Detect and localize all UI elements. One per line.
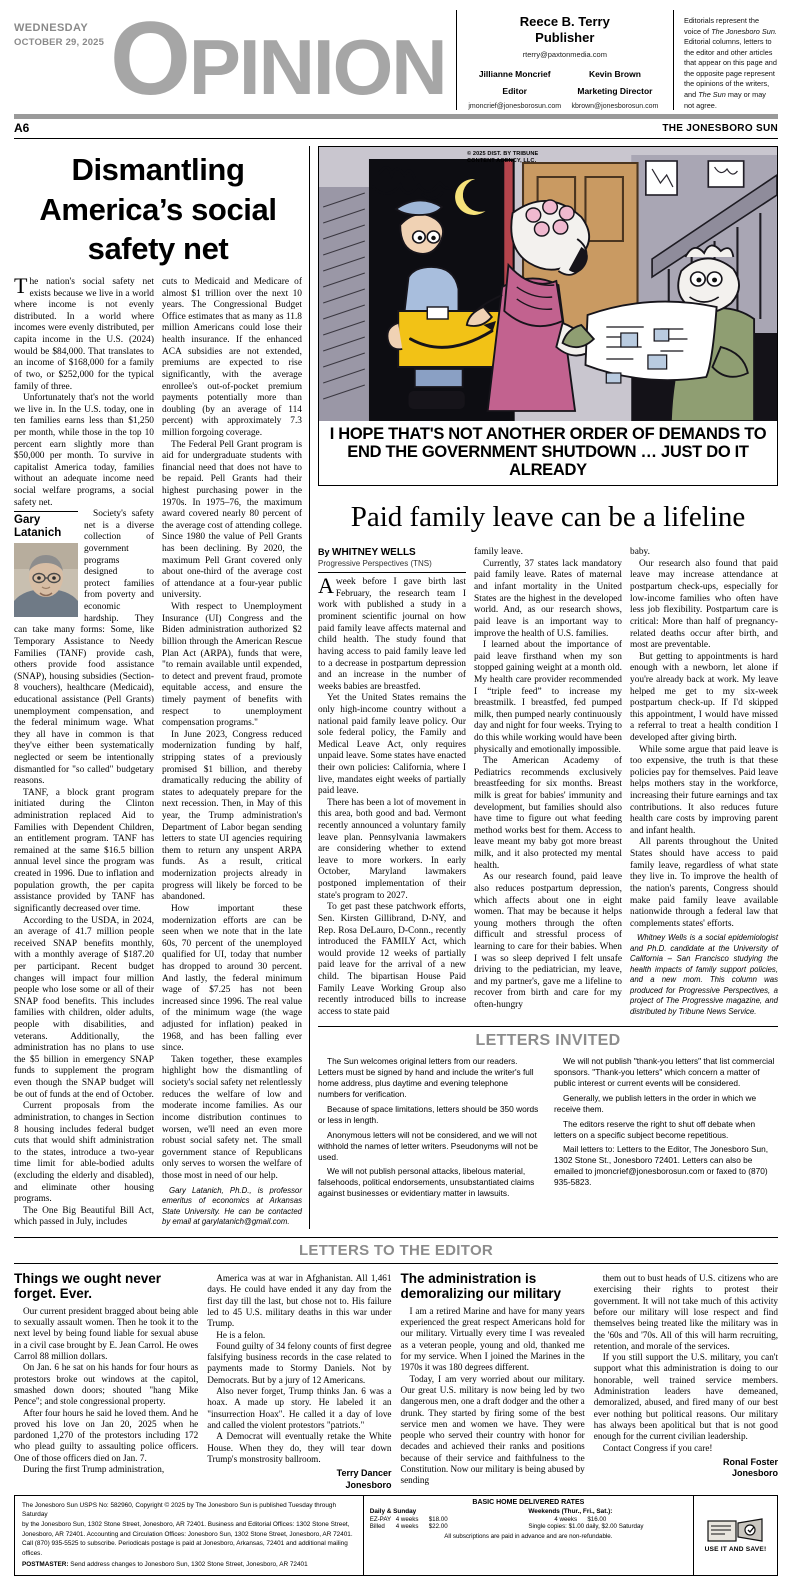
paragraph: According to the USDA, in 2024, an average of 41.7 million people received SNAP benefits monthly, with a monthly average of $187.20 per participant. Recent budget changes will impact four million people who lose some or all of their SNAP food benefits. This includes families with children, older adults, people with disabilities, and veterans. Additionally, the administration has no plans to use the $5 billion in emergency SNAP funds to supplement the program even though the SNAP budget will be out of funds at the end of October. (14, 915, 154, 1100)
paragraph: Our current president bragged about being able to sexually assault women. Then he took it to the next level by being found liable for sexual abuse in a civil case brought by E. Jean Carrol. He owes Carrol 88 million dollars. (14, 1305, 199, 1361)
byline-source: Progressive Perspectives (TNS) (318, 559, 466, 573)
rate-label: EZ-PAY (369, 1515, 392, 1523)
letter-signer-city: Jonesboro (345, 1479, 392, 1490)
byline-prefix: By (318, 547, 333, 558)
paragraph: America was at war in Afghanistan. All 1,461 days. He could have ended it any day from the first day till the last, but chose not to. His failure led to 45 U.S. military deaths in this war under Trump. (207, 1272, 392, 1329)
author-block (14, 511, 78, 617)
paragraph: All parents throughout the United States should have access to paid family leave, regardless of what state they live in. To improve the health of the nation's parents, Congress should make paid family leave available nationwide through a federal law that complements states' efforts. (630, 837, 778, 929)
cartoon-credit-line1: © 2025 DIST. BY TRIBUNE (467, 151, 539, 157)
paragraph: Taken together, these examples highlight how the dismantling of society's social safety net relentlessly reduces the welfare of low and moderate income families. As our income distribution continues to worsen, we'll need an even more robust social safety net. The small government stance of Republicans only serves to worsen the welfare of those most in need of our help. (162, 1054, 302, 1181)
subscription-rates (364, 1496, 693, 1575)
rate-label (528, 1516, 554, 1523)
table-row (528, 1516, 687, 1523)
editor-name: Jillianne Moncrief (478, 69, 551, 79)
colophon (14, 1495, 778, 1576)
page-number: A6 (14, 121, 30, 135)
paragraph: Mail letters to: Letters to the Editor, The Jonesboro Sun, 1302 Stone St., Jonesboro 72401. Letters can also be emailed to jmoncrief@jonesborosun.com or faxed to (870) 935-5823. (554, 1144, 769, 1188)
paragraph: TANF, a block grant program initiated during the Clinton administration replaced Aid to Families with Dependent Children, an entitlement program. TANF has remained at the same $16.5 billion annual level since the program was created in 1996. Due to inflation and population growth, the per capita assistance provided by TANF has significantly decreased over time. (14, 787, 154, 914)
publication-statement (15, 1496, 364, 1575)
wells-col-3 (630, 547, 778, 1018)
paragraph: The nation's social safety net exists because we live in a world where income is not evenly distributed. In a world where incomes were evenly distributed, per capita income in the U.S. (2024) would be $84,000. That translates to an income of $168,000 for a family of two, or $252,000 for the typical family of three. (14, 273, 154, 392)
colophon-line: Jonesboro, AR 72401. Accounting and Circulation Offices: Jonesboro Sun, 1302 Stone Street, Jonesboro, AR 72401. (22, 1530, 353, 1538)
letters-to-editor-body (14, 1271, 778, 1491)
letter-headline: Things we ought never forget. Ever. (14, 1270, 162, 1302)
cartoon-credit-line2: CONTENT AGENCY, LLC. (467, 157, 537, 164)
rate-price: $16.00 (587, 1515, 607, 1523)
editorial-policy-note (674, 10, 778, 111)
letters-to-editor-band (14, 1237, 778, 1264)
paragraph: Also never forget, Trump thinks Jan. 6 was a hoax. A made up story. He labeled it an "insurrection Hoax". He called it a day of love and called the violent protestors "patriots." (207, 1386, 392, 1431)
opinion-column-left (14, 146, 310, 1229)
note-part-2: Editorial columns, letters to the editor and other articles that appear on this page and the opposite page represent the opinions of the writers, and (684, 37, 777, 100)
note-part-1: Editorials represent the voice of (684, 16, 760, 36)
paragraph: There has been a lot of movement in this area, both good and bad. Vermont recently announced a voluntary family leave plan. Pennsylvania lawmakers are considering whether to extend leave to more workers. In early October, Maryland lawmakers postponed implementation of their state's program to 2027. (318, 797, 466, 901)
day-of-week: WEDNESDAY (14, 22, 89, 34)
letter-signer-city: Jonesboro (731, 1468, 778, 1479)
publisher-role: Publisher (535, 30, 595, 45)
paragraph: We will not publish personal attacks, libelous material, falsehoods, political endorsements, unsubstantiated claims against businesses or evidentiary matter in lawsuits. (318, 1166, 535, 1199)
author-name-line1: Gary (14, 514, 41, 527)
paragraph: Yet the United States remains the only high-income country without a national paid family leave policy. Our sole federal policy, the Family and Medical Leave Act, only requires unpaid leave. Some states have enacted their own policies: California, where I live, mandates eight weeks of partially paid leave. (318, 693, 466, 797)
paragraph: baby. (630, 547, 650, 558)
paragraph: In June 2023, Congress reduced modernization funding by half, stripping states of a previously promised $1 billion, and thereby dramatically reducing the ability of states to adequately prepare for the next recession. Then, in May of this year, the Trump administration's Department of Labor began sending letters to state UI agencies requiring them to return any unspent ARPA funds. As a result, critical modernization projects already in progress will likely be forced to be abandoned. (162, 729, 302, 903)
postmaster-text: Send address changes to Jonesboro Sun, 1302 Stone Street, Jonesboro, AR 72401 (68, 1561, 308, 1569)
avatar (14, 543, 78, 617)
paragraph: Found guilty of 34 felony counts of first degree falsifying business records in the case related to payments made to Stormy Daniels. Not by Democrats. But by a jury of 12 Americans. (207, 1340, 392, 1385)
paragraph: Current proposals from the administration, to changes in Section 8 housing includes federal budget cuts that would shift administration to the states, introduce a two-year time limit for able-bodied adults (excluding the elderly and disabled), and eliminate other housing programs. (14, 1101, 154, 1205)
rates-weekends (528, 1508, 687, 1530)
paragraph: To get past these patchwork efforts, Sen. Kirsten Gillibrand, D-NY, and Rep. Rosa DeLauro, D-Conn., recently introduced the FAMILY Act, which would provide 12 weeks of partially paid leave for the arrival of a new child. The bipartisan House Paid Family Leave Working Group also recently introduced bills to increase access to state paid (318, 902, 466, 1017)
paper-name: THE JONESBORO SUN (662, 122, 778, 134)
note-emph-2: The Sun (698, 90, 726, 100)
marketing-name: Kevin Brown (588, 69, 641, 79)
editorial-cartoon (318, 146, 778, 486)
staff-editor (465, 69, 565, 110)
paragraph: While some argue that paid leave is too expensive, the truth is that these policies pay for themselves. Paid leave helps mothers stay in the workforce, increasing their future earnings and tax contributions. It also reduces future health care costs by improving parent and infant health. (630, 744, 778, 836)
wells-col-1 (318, 547, 466, 1018)
letter-1-col-a (14, 1271, 198, 1491)
colophon-line: by the Jonesboro Sun, 1302 Stone Street, Jonesboro, AR 72401. Business and Editorial Offices: 1302 Stone Street, (22, 1520, 350, 1528)
letters-invited-title: LETTERS INVITED (475, 1032, 621, 1050)
letter-signer-name: Terry Dancer (336, 1468, 392, 1479)
paragraph: How important these modernization efforts are can be seen when we note that in the late 60s, 70 percent of the unemployed qualified for UI, today that number has dropped to around 30 percent. And lastly, the federal minimum wage of $7.25 has not been increased since 1996. The real value of the minimum wage (the wage adjusted for inflation) peaked in 1968, and has been falling ever since. (162, 903, 302, 1054)
wells-col-2 (474, 547, 622, 1018)
badge-text: USE IT AND SAVE! (704, 1546, 767, 1554)
rates-title: BASIC HOME DELIVERED RATES (472, 1498, 585, 1506)
postmaster-line (22, 1560, 356, 1570)
paragraph: Our research also found that paid leave may increase attendance at postpartum check-ups, especially for low-income families who often have less job flexibility. Postpartum care is critical: More than half of pregnancy-related deaths occur after birth, and most are preventable. (630, 558, 778, 651)
letter-signature (594, 1457, 778, 1480)
editor-email[interactable]: jmoncrief@jonesborosun.com (468, 103, 562, 110)
paragraph: cuts to Medicaid and Medicare of almost $1 trillion over the next 10 years. The Congressional Budget Office estimates that as many as 11.8 million Americans could lose their health insurance. If the enhanced ACA subsidies are not extended, premiums are expected to rise significantly, with the average enrollee's out-of-pocket premium payments potentially more than doubling (by an average of 114 percent) with approximately 7.3 million forgoing coverage. (162, 277, 302, 438)
paragraph: Currently, 37 states lack mandatory paid family leave. Rates of maternal and infant mortality in the United States are the highest in the developed world. And, as our research shows, paid leave is an important way to improve the health of U.S. families. (474, 558, 622, 639)
cartoon-caption: I HOPE THAT'S NOT ANOTHER ORDER OF DEMANDS TO END THE GOVERNMENT SHUTDOWN … JUST DO IT ALREADY (329, 425, 767, 479)
postmaster-label: POSTMASTER: (22, 1561, 69, 1569)
paragraph: them out to bust heads of U.S. citizens who are exercising their rights to protest their government. It will not take much of this activity before our military will lose respect and find themselves being treated like the military was in the '60s and '70s. All of this will harm recruiting, retention, and morale of the services. (593, 1272, 778, 1351)
paragraph: On Jan. 6 he sat on his hands for four hours as protestors broke out windows at the capitol, smashed down doors; shouted "hang Mike Pence"; and stole congressional property. (14, 1362, 199, 1407)
paragraph: With respect to Unemployment Insurance (UI) Congress and the Biden administration authorized $2 billion through the American Rescue Plan Act (ARPA), funds that were, "to remain available until expended, to detect and prevent fraud, promote equitable access, and ensure the timely payment of benefits with respect to unemployment compensation programs." (162, 602, 302, 729)
publisher-email[interactable]: rterry@paxtonmedia.com (522, 50, 607, 59)
paragraph: The Sun welcomes original letters from our readers. Letters must be signed by hand and include the writer's full home address, plus daytime and evening telephone numbers for verification. (318, 1056, 534, 1100)
paragraph: Because of space limitations, letters should be 350 words or less in length. (318, 1104, 539, 1126)
paragraph: Unfortunately that's not the world we live in. In the U.S. today, one in ten families earns less than $1,250 per month, while those in the top 10 percent earn slightly more than $50,000 per month. To survive in capitalist America today, families without an adequate income need social welfare programs, a social safety net. (14, 393, 154, 508)
letter-2-col-b (594, 1271, 778, 1491)
masthead (14, 1, 778, 117)
section-title-cap: O (110, 1, 189, 117)
cartoon-credit (467, 151, 538, 165)
paragraph: family leave. (474, 547, 523, 558)
paragraph: The One Big Beautiful Bill Act, which passed in July, includes (14, 1205, 154, 1228)
letters-to-editor-title: LETTERS TO THE EDITOR (298, 1241, 494, 1259)
newspaper-coupon-icon (707, 1517, 765, 1543)
section-title-rest: PINION (188, 23, 446, 111)
latanich-col-2 (162, 277, 302, 1229)
rate-label: Billed (369, 1522, 385, 1530)
marketing-email[interactable]: kbrown@jonesborosun.com (571, 103, 659, 110)
letter-signature (207, 1468, 391, 1491)
publisher-name: Reece B. Terry (519, 14, 610, 29)
letters-invited-col-1 (318, 1056, 542, 1202)
letter-1-col-b (207, 1271, 391, 1491)
main-content (14, 146, 778, 1229)
letter-signer-name: Ronal Foster (722, 1456, 778, 1467)
latanich-col-1 (14, 273, 154, 1229)
paragraph: After four hours he said he loved them. And he proved his love on Jan 20, 2025 when he pardoned 1,270 of the protestors including 172 who plead guilty to assaulting police officers. One of those officers died on Jan. 7. (14, 1407, 199, 1463)
letter-2-col-a (401, 1271, 585, 1491)
staff-box (456, 10, 674, 110)
paragraph: If you still support the U.S. military, you can't support what this administration is doing to our honorable, well trained service members. Administration leaders have demeaned, demoralized, abused, and fired many of our best ever nothing but political reasons. Our military has always been apolitical but that is not good enough for the current civilian leadership. (593, 1352, 778, 1442)
paragraph: Generally, we publish letters in the order in which we receive them. (554, 1092, 757, 1115)
table-row (370, 1523, 529, 1530)
paragraph: Anonymous letters will not be considered, and we will not withhold the names of letter writers. Pseudonyms will not be used. (318, 1129, 538, 1162)
rate-single-copies: Single copies: $1.00 daily, $2.00 Saturday (528, 1522, 644, 1530)
colophon-line: The Jonesboro Sun USPS No: 582960, Copyright © 2025 by The Jonesboro Sun is published Tuesday through Saturday (22, 1501, 337, 1519)
right-section (310, 146, 778, 1229)
author-tagline: Gary Latanich, Ph.D., is professor emeritus of economics at Arkansas State University. He can be contacted by email at garylatanich@gmail.com. (162, 1185, 302, 1227)
rates-left-header: Daily & Sunday (369, 1507, 417, 1515)
byline-author: WHITNEY WELLS (332, 547, 416, 559)
rate-weeks: 4 weeks (554, 1515, 578, 1523)
letters-invited-body (318, 1056, 778, 1202)
paragraph: Contact Congress if you care! (602, 1442, 713, 1453)
publication-date: OCTOBER 29, 2025 (14, 37, 105, 48)
paragraph: The editors reserve the right to shut off debate when letters on a specific subject become repetitious. (554, 1118, 756, 1140)
paragraph: Society's safety net is a diverse collection of government programs designed to protect families from poverty and economic hardship. They can take many forms: Some, like Temporary Assistance to Needy Families (TANF) provide cash, others provide food assistance (SNAP), housing subsidies (Section-8 vouchers), healthcare (Medicaid), educational assistance (Pell Grants) unemployment compensation, and the federal minimum wage. What they all have in common is that they've either been systematically neglected or seem be intentionally dismantled for "so called" budgetary reasons. (14, 509, 154, 787)
author-name-line2: Latanich (14, 527, 62, 540)
paragraph: The American Academy of Pediatrics recommends exclusively breastfeeding for six months. Breast milk is great for babies' immunity and development, but families should also have time to figure out what feeding method works best for them. Access to leave meant my baby got more breast milk, and it also protected my mental health. (474, 756, 622, 871)
staff-marketing (565, 69, 665, 110)
editor-role: Editor (502, 86, 527, 96)
rate-price: $22.00 (428, 1522, 448, 1530)
paragraph: The Federal Pell Grant program is aid for undergraduate students with financial need that does not have to be repaid. Pell Grants had their highest purchasing power in the 1970s. In 1975–76, the maximum award covered nearly 80 percent of the average cost of attending college. Since 1980 the value of Pell Grants has been declining. By 2020, the maximum Pell Grant covered only about one-third of the average cost of attendance at a four-year public university. (162, 439, 302, 601)
table-row (370, 1516, 529, 1523)
rates-note: All subscriptions are paid in advance and are non-refundable. (444, 1532, 613, 1540)
cartoon-artwork (319, 147, 777, 421)
paragraph: I learned about the importance of paid leave firsthand when my son stopped gaining weight at a month old. My health care provider recommended I “triple feed” to increase my breastmilk. I breastfed, fed pumped milk, then pumped nearly continuously day and night for four weeks. Trying to do this while working would have been physically and emotionally impossible. (474, 640, 622, 755)
letters-invited-col-2 (554, 1056, 778, 1202)
coupon-badge (693, 1496, 777, 1575)
note-part-3: may or may not agree. (684, 90, 766, 110)
rate-price: $18.00 (428, 1515, 448, 1523)
secondary-headline: Paid family leave can be a lifeline (350, 501, 746, 534)
rate-weeks: 4 weeks (395, 1522, 419, 1530)
note-emph-1: The Jonesboro Sun. (711, 26, 777, 36)
folio-bar (14, 121, 778, 139)
section-title (110, 1, 446, 117)
paragraph: Today, I am very worried about our military. Our great U.S. military is now being led by two dangerous men, one a draft dodger and the other a drunk. They started by firing some of the best service men and women we have. They were people who served their country with honor for decades and achieved their ranks and positions because of their service and faithfulness to the Constitution. Now our military is being abused by sending (400, 1373, 585, 1486)
paragraph: A Democrat will eventually retake the White House. When they do, they will tear down Trump's monstrosity ballroom. (207, 1431, 392, 1464)
paragraph: Aweek before I gave birth last February, the research team I work with published a study in a prominent scientific journal on how paid family leave affects maternal and child health. The study found that having access to paid family leave led to a decrease in postpartum depression and an increase in the number of weeks babies are breastfed. (318, 573, 466, 692)
rates-daily-sunday (370, 1508, 529, 1530)
page-title: Dismantling America’s social safety net (39, 152, 277, 267)
paragraph: As our research found, paid leave also reduces postpartum depression, which affects about one in eight women. That may be because it helps young mothers through the often difficult and stressful process of learning to care for their babies. When I was so sleep deprived I felt unsafe driving to the pediatrician, my leave, and my partner's, gave me a lifeline to recover from birth and care for my often-hungry (474, 872, 622, 1010)
rates-right-header: Weekends (Thur., Fri., Sat.): (528, 1507, 613, 1515)
table-row (528, 1523, 687, 1530)
masthead-date (14, 10, 110, 48)
paragraph: He is a felon. (216, 1329, 266, 1340)
colophon-line: Call (870) 935-5525 to subscribe. Periodicals postage is paid at Jonesboro, Arkansas, 72401 and additional mailing offices. (22, 1540, 348, 1557)
paragraph: We will not publish "thank-you letters" that list commercial sponsors. "Thank-you letters" which concern a matter of public interest or current events will be considered. (554, 1056, 775, 1089)
rate-weeks: 4 weeks (395, 1515, 419, 1523)
byline (318, 547, 466, 558)
author-tagline: Whitney Wells is a social epidemiologist and Ph.D. candidate at the University of California – San Francisco studying the health impacts of family support policies, and a new mom. This column was produced for Progressive Perspectives, a project of The Progressive magazine, and distributed by Tribune News Service. (630, 933, 778, 1016)
letter-headline: The administration is demoralizing our military (400, 1270, 562, 1302)
paragraph: But getting to appointments is hard enough with a newborn, let alone if you're already back at work. My leave helped me get to my six-week postpartum check-up. If I'd skipped this appointment, I would have missed a referral to treat a health condition I developed after giving birth. (630, 651, 778, 743)
paragraph: During the first Trump administration, (23, 1464, 165, 1475)
paragraph: I am a retired Marine and have for many years experienced the great respect Americans hold for our military. Virtually every time I was revealed as a veteran people, young and old, thanked me for my service. When I joined the Marines in the 1970s it was 180 degrees different. (400, 1305, 585, 1373)
marketing-role: Marketing Director (577, 86, 653, 96)
